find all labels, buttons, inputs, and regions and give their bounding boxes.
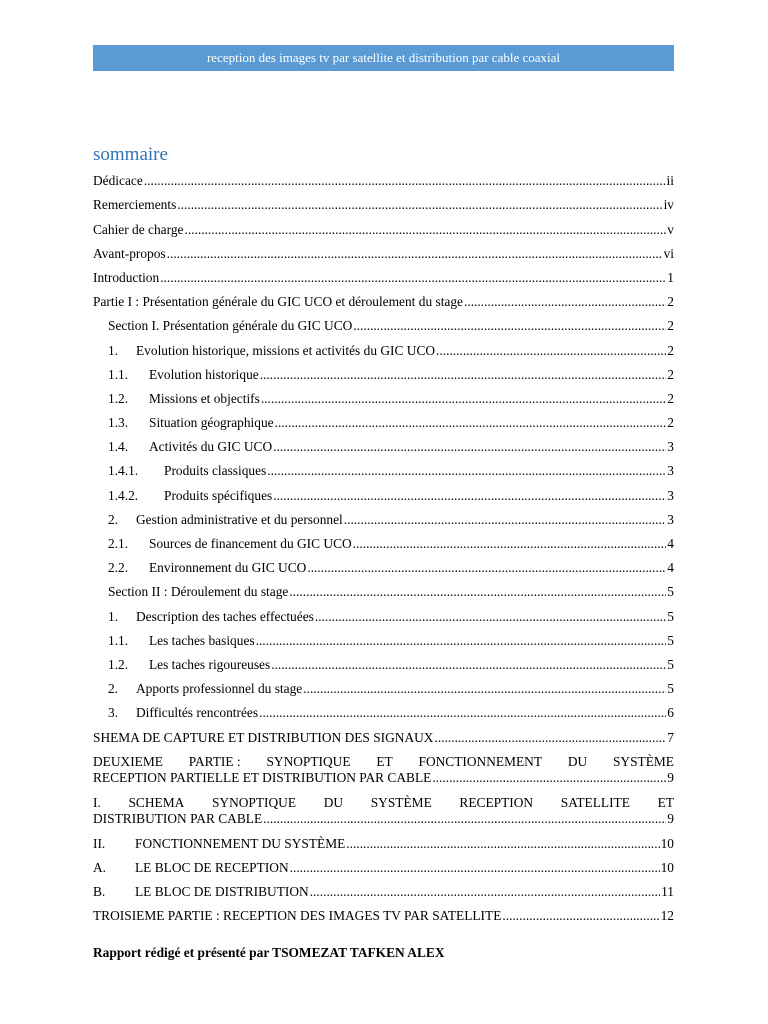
toc-entry-text: Section I. Présentation générale du GIC UCO bbox=[108, 318, 353, 334]
toc-page-number: 3 bbox=[667, 439, 674, 455]
toc-entry-s2-1-2[interactable] bbox=[93, 649, 674, 673]
toc-entry-label: FONCTIONNEMENT DU SYSTÈME bbox=[135, 835, 346, 851]
toc-page-number: 3 bbox=[667, 463, 674, 479]
toc-entry-number: 1.1. bbox=[108, 366, 129, 382]
toc-entry-label: Activités du GIC UCO bbox=[149, 439, 273, 455]
toc-word: SYNOPTIQUE bbox=[211, 794, 297, 810]
toc-page-number: 10 bbox=[660, 835, 674, 851]
toc-entry-number: B. bbox=[93, 884, 106, 900]
toc-entry-line-1 bbox=[93, 795, 674, 812]
toc-entry-text: Remerciements bbox=[93, 197, 177, 213]
dot-leader bbox=[307, 559, 666, 576]
toc-entry-text: DISTRIBUTION PAR CABLE bbox=[93, 811, 263, 826]
toc-entry-number: II. bbox=[93, 835, 106, 851]
toc-entry-number: 1.4. bbox=[108, 439, 129, 455]
toc-page-number: 5 bbox=[667, 656, 674, 672]
toc-entry-line-2 bbox=[93, 811, 674, 828]
dot-leader bbox=[144, 172, 666, 189]
toc-page-number: 6 bbox=[667, 705, 674, 721]
toc-entry-text: Partie I : Présentation générale du GIC UCO et déroulement du stage bbox=[93, 294, 463, 310]
toc-page-number: 9 bbox=[667, 811, 674, 826]
toc-entry-text bbox=[108, 487, 272, 504]
toc-entry-s2-1-1[interactable] bbox=[93, 625, 674, 649]
toc-entry-cahier-de-charge[interactable] bbox=[93, 213, 674, 237]
toc-entry-s2-1[interactable] bbox=[93, 600, 674, 624]
toc-entry-text bbox=[108, 511, 343, 528]
toc-entry-number: A. bbox=[93, 859, 107, 875]
toc-page-number: 2 bbox=[667, 366, 674, 382]
toc-entry-text bbox=[108, 680, 302, 697]
toc-entry-2-1[interactable] bbox=[93, 528, 674, 552]
toc-entry-1-3[interactable] bbox=[93, 407, 674, 431]
dot-leader bbox=[289, 583, 666, 600]
toc-entry-text bbox=[108, 342, 435, 359]
toc-entry-number: 3. bbox=[108, 705, 119, 721]
dot-leader bbox=[263, 811, 666, 828]
toc-entry-label: Description des taches effectuées bbox=[136, 608, 314, 624]
toc-entry-bloc-distribution[interactable] bbox=[93, 876, 674, 900]
toc-word: DEUXIEME bbox=[93, 753, 163, 769]
toc-page-number: v bbox=[667, 221, 674, 237]
toc-page-number: 11 bbox=[661, 884, 674, 900]
toc-entry-text bbox=[108, 608, 314, 625]
toc-entry-1-4-2[interactable] bbox=[93, 479, 674, 503]
toc-entry-label: Environnement du GIC UCO bbox=[149, 560, 307, 576]
toc-entry-text: Cahier de charge bbox=[93, 221, 184, 237]
dot-leader bbox=[259, 704, 666, 721]
toc-entry-1[interactable] bbox=[93, 334, 674, 358]
toc-entry-section-1[interactable] bbox=[93, 310, 674, 334]
toc-entry-deuxieme-partie[interactable] bbox=[93, 746, 674, 787]
toc-entry-remerciements[interactable] bbox=[93, 189, 674, 213]
toc-page-number: 2 bbox=[667, 318, 674, 334]
toc-entry-text: Section II : Déroulement du stage bbox=[108, 584, 289, 600]
toc-entry-1-2[interactable] bbox=[93, 383, 674, 407]
toc-entry-text: RECEPTION PARTIELLE ET DISTRIBUTION PAR CABLE bbox=[93, 770, 432, 785]
dot-leader bbox=[260, 366, 667, 383]
toc-entry-label: Missions et objectifs bbox=[149, 390, 260, 406]
toc-page-number: 4 bbox=[667, 560, 674, 576]
toc-entry-label: Gestion administrative et du personnel bbox=[136, 511, 343, 527]
toc-entry-bloc-reception[interactable] bbox=[93, 852, 674, 876]
toc-page-number: 2 bbox=[667, 294, 674, 310]
dot-leader bbox=[502, 907, 659, 924]
dot-leader bbox=[261, 390, 666, 407]
toc-entry-label: Apports professionnel du stage bbox=[136, 681, 303, 697]
toc-entry-dedicace[interactable] bbox=[93, 165, 674, 189]
running-header: reception des images tv par satellite et distribution par cable coaxial bbox=[93, 45, 674, 71]
dot-leader bbox=[177, 196, 662, 213]
toc-entry-text bbox=[108, 438, 272, 455]
toc-page-number: 4 bbox=[667, 536, 674, 551]
toc-entry-troisieme-partie[interactable] bbox=[93, 900, 674, 924]
toc-entry-number: 1.2. bbox=[108, 656, 129, 672]
dot-leader bbox=[273, 487, 666, 504]
toc-word: ET bbox=[376, 753, 393, 769]
toc-entry-1-4[interactable] bbox=[93, 431, 674, 455]
toc-entry-partie-1[interactable] bbox=[93, 286, 674, 310]
dot-leader bbox=[160, 269, 666, 286]
toc-entry-2[interactable] bbox=[93, 504, 674, 528]
toc-page-number: iv bbox=[663, 197, 674, 213]
toc-entry-text: SHEMA DE CAPTURE ET DISTRIBUTION DES SIGNAUX bbox=[93, 729, 434, 745]
toc-entry-section-2[interactable] bbox=[93, 576, 674, 600]
toc-entry-label: Evolution historique bbox=[149, 366, 259, 382]
toc-entry-label: LE BLOC DE RECEPTION bbox=[135, 859, 289, 875]
toc-word: DU bbox=[323, 794, 344, 810]
toc-entry-text bbox=[108, 656, 270, 673]
toc-word: ET bbox=[657, 794, 674, 810]
dot-leader bbox=[464, 293, 666, 310]
toc-entry-schema-synoptique[interactable] bbox=[93, 787, 674, 828]
toc-entry-number: 1. bbox=[108, 608, 119, 624]
dot-leader bbox=[353, 535, 667, 552]
toc-page-number: 7 bbox=[667, 729, 674, 745]
toc-page-number: 5 bbox=[667, 608, 674, 624]
toc-word: SYSTÈME bbox=[370, 794, 432, 810]
toc-entry-label: Les taches rigoureuses bbox=[149, 656, 271, 672]
toc-entry-avant-propos[interactable] bbox=[93, 238, 674, 262]
toc-entry-shema[interactable] bbox=[93, 721, 674, 745]
toc-page-number: 2 bbox=[667, 342, 674, 358]
toc-entry-number: 2.1. bbox=[108, 536, 129, 551]
toc-word: SYNOPTIQUE bbox=[266, 753, 351, 769]
toc-page-number: 12 bbox=[660, 908, 674, 924]
toc-entry-label: Situation géographique bbox=[149, 415, 274, 431]
toc-word: FONCTIONNEMENT bbox=[418, 753, 542, 769]
dot-leader bbox=[167, 245, 663, 262]
dot-leader bbox=[432, 770, 666, 787]
toc-page-number: ii bbox=[666, 173, 674, 189]
dot-leader bbox=[353, 317, 666, 334]
toc-word: RECEPTION bbox=[459, 794, 534, 810]
toc-entry-label: Evolution historique, missions et activités du GIC UCO bbox=[136, 342, 436, 358]
dot-leader bbox=[184, 221, 666, 238]
toc-entry-number: 1.4.2. bbox=[108, 487, 139, 503]
toc-entry-number: 1.2. bbox=[108, 390, 129, 406]
toc-entry-text bbox=[93, 859, 289, 876]
toc-entry-introduction[interactable] bbox=[93, 262, 674, 286]
toc-title: sommaire bbox=[93, 144, 168, 165]
toc-word: SCHEMA bbox=[128, 794, 185, 810]
toc-entry-1-4-1[interactable] bbox=[93, 455, 674, 479]
toc-page-number: 2 bbox=[667, 390, 674, 406]
dot-leader bbox=[315, 608, 666, 625]
toc-word: PARTIE : bbox=[188, 753, 241, 769]
toc-entry-label: Les taches basiques bbox=[149, 632, 255, 648]
toc-entry-label: Produits classiques bbox=[164, 463, 267, 479]
toc-page-number: 5 bbox=[667, 681, 674, 697]
toc-entry-line-2 bbox=[93, 770, 674, 787]
toc-entry-text: TROISIEME PARTIE : RECEPTION DES IMAGES TV PAR SATELLITE bbox=[93, 908, 502, 924]
toc-entry-text: Introduction bbox=[93, 269, 160, 285]
toc-page-number: 5 bbox=[667, 632, 674, 648]
toc-word: SYSTÈME bbox=[612, 753, 674, 769]
toc-entry-label: Difficultés rencontrées bbox=[136, 705, 259, 721]
toc-entry-text bbox=[93, 835, 345, 852]
toc-entry-text: Dédicace bbox=[93, 173, 143, 189]
toc-entry-text bbox=[108, 390, 260, 407]
dot-leader bbox=[273, 438, 666, 455]
toc-entry-text bbox=[108, 414, 274, 431]
dot-leader bbox=[275, 414, 667, 431]
toc-page-number: 1 bbox=[667, 269, 674, 285]
toc-entry-number: 1. bbox=[108, 342, 119, 358]
toc-page-number: 9 bbox=[667, 770, 674, 785]
author-footer: Rapport rédigé et présenté par TSOMEZAT TAFKEN ALEX bbox=[93, 945, 445, 960]
toc-entry-text bbox=[108, 535, 352, 552]
dot-leader bbox=[436, 342, 666, 359]
toc-word: SATELLITE bbox=[560, 794, 630, 810]
toc-entry-1-1[interactable] bbox=[93, 359, 674, 383]
toc-word: DU bbox=[567, 753, 588, 769]
dot-leader bbox=[434, 729, 666, 746]
toc-page-number: vi bbox=[663, 245, 674, 261]
toc-entry-text bbox=[108, 462, 266, 479]
dot-leader bbox=[303, 680, 666, 697]
toc-entry-text bbox=[108, 366, 259, 383]
dot-leader bbox=[271, 656, 666, 673]
toc-entry-s2-3[interactable] bbox=[93, 697, 674, 721]
toc-entry-text bbox=[108, 704, 258, 721]
dot-leader bbox=[267, 462, 666, 479]
toc-entry-number: 1.3. bbox=[108, 415, 129, 431]
toc-page-number: 5 bbox=[667, 584, 674, 600]
toc-page-number: 2 bbox=[667, 415, 674, 431]
toc-entry-text: Avant-propos bbox=[93, 245, 166, 261]
toc-entry-number: 1.4.1. bbox=[108, 463, 139, 479]
toc-entry-label: LE BLOC DE DISTRIBUTION bbox=[135, 884, 309, 900]
toc-entry-fonctionnement[interactable] bbox=[93, 828, 674, 852]
toc-page-number: 3 bbox=[667, 511, 674, 527]
toc-entry-2-2[interactable] bbox=[93, 552, 674, 576]
toc-entry-text bbox=[108, 559, 306, 576]
dot-leader bbox=[310, 883, 660, 900]
dot-leader bbox=[346, 835, 659, 852]
dot-leader bbox=[290, 859, 660, 876]
table-of-contents bbox=[93, 165, 674, 924]
toc-entry-number: 2. bbox=[108, 511, 119, 527]
toc-entry-label: Produits spécifiques bbox=[164, 487, 273, 503]
toc-entry-text bbox=[108, 632, 255, 649]
toc-entry-text bbox=[93, 883, 309, 900]
toc-entry-number: 2. bbox=[108, 681, 119, 697]
toc-page-number: 10 bbox=[660, 859, 674, 875]
toc-entry-line-1 bbox=[93, 754, 674, 771]
toc-entry-s2-2[interactable] bbox=[93, 673, 674, 697]
toc-entry-label: Sources de financement du GIC UCO bbox=[149, 536, 352, 551]
toc-word: I. bbox=[93, 794, 101, 810]
toc-entry-number: 1.1. bbox=[108, 632, 129, 648]
dot-leader bbox=[256, 632, 667, 649]
toc-page-number: 3 bbox=[667, 487, 674, 503]
dot-leader bbox=[344, 511, 667, 528]
toc-entry-number: 2.2. bbox=[108, 560, 129, 576]
